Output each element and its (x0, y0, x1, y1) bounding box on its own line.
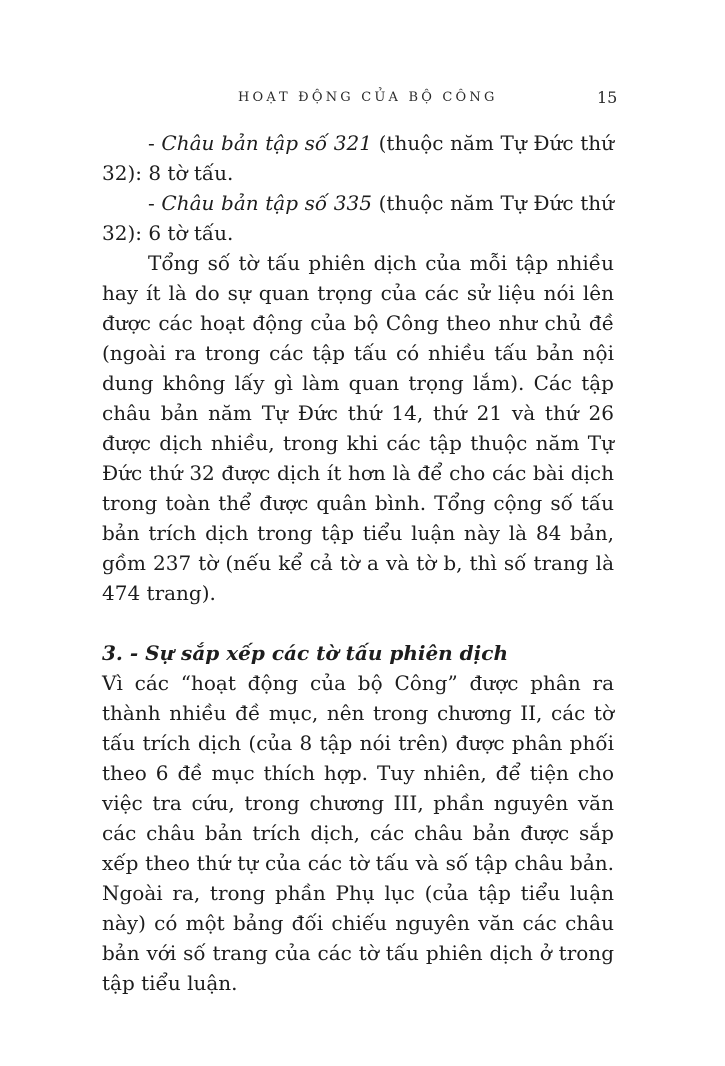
paragraph: Tổng số tờ tấu phiên dịch của mỗi tập nhiều hay ít là do sự quan trọng của các sử liệu nói lên được các hoạt động của bộ Công theo như chủ đề (ngoài ra trong các tập tấu có nhiều tấu bản nội dung không lấy gì làm quan trọng lắm). Các tập châu bản năm Tự Đức thứ 14, thứ 21 và thứ 26 được dịch nhiều, trong khi các tập thuộc năm Tự Đức thứ 32 được dịch ít hơn là để cho các bài dịch trong toàn thể được quân bình. Tổng cộng số tấu bản trích dịch trong tập tiểu luận này là 84 bản, gồm 237 tờ (nếu kể cả tờ a và tờ b, thì số trang là 474 trang). (102, 251, 614, 605)
page-body (102, 128, 614, 998)
page-number: 15 (597, 88, 618, 107)
list-item (102, 128, 614, 188)
entry-detail: (thuộc năm Tự Đức thứ 32): 6 tờ tấu. (102, 191, 614, 245)
entry-prefix: - (148, 131, 162, 155)
running-header-title: HOẠT ĐỘNG CỦA BỘ CÔNG (238, 90, 498, 105)
entry-prefix: - (148, 191, 162, 215)
running-header (0, 88, 725, 112)
list-item (102, 188, 614, 248)
entry-title: Châu bản tập số 335 (161, 191, 372, 215)
entry-detail: (thuộc năm Tự Đức thứ 32): 8 tờ tấu. (102, 131, 614, 185)
section-heading: 3. - Sự sắp xếp các tờ tấu phiên dịch (102, 641, 508, 665)
entry-title: Châu bản tập số 321 (161, 131, 372, 155)
paragraph: Vì các “hoạt động của bộ Công” được phân ra thành nhiều đề mục, nên trong chương II, các tờ tấu trích dịch (của 8 tập nói trên) được phân phối theo 6 đề mục thích hợp. Tuy nhiên, để tiện cho việc tra cứu, trong chương III, phần nguyên văn các châu bản trích dịch, các châu bản được sắp xếp theo thứ tự của các tờ tấu và số tập châu bản. Ngoài ra, trong phần Phụ lục (của tập tiểu luận này) có một bảng đối chiếu nguyên văn các châu bản với số trang của các tờ tấu phiên dịch ở trong tập tiểu luận. (102, 671, 614, 995)
